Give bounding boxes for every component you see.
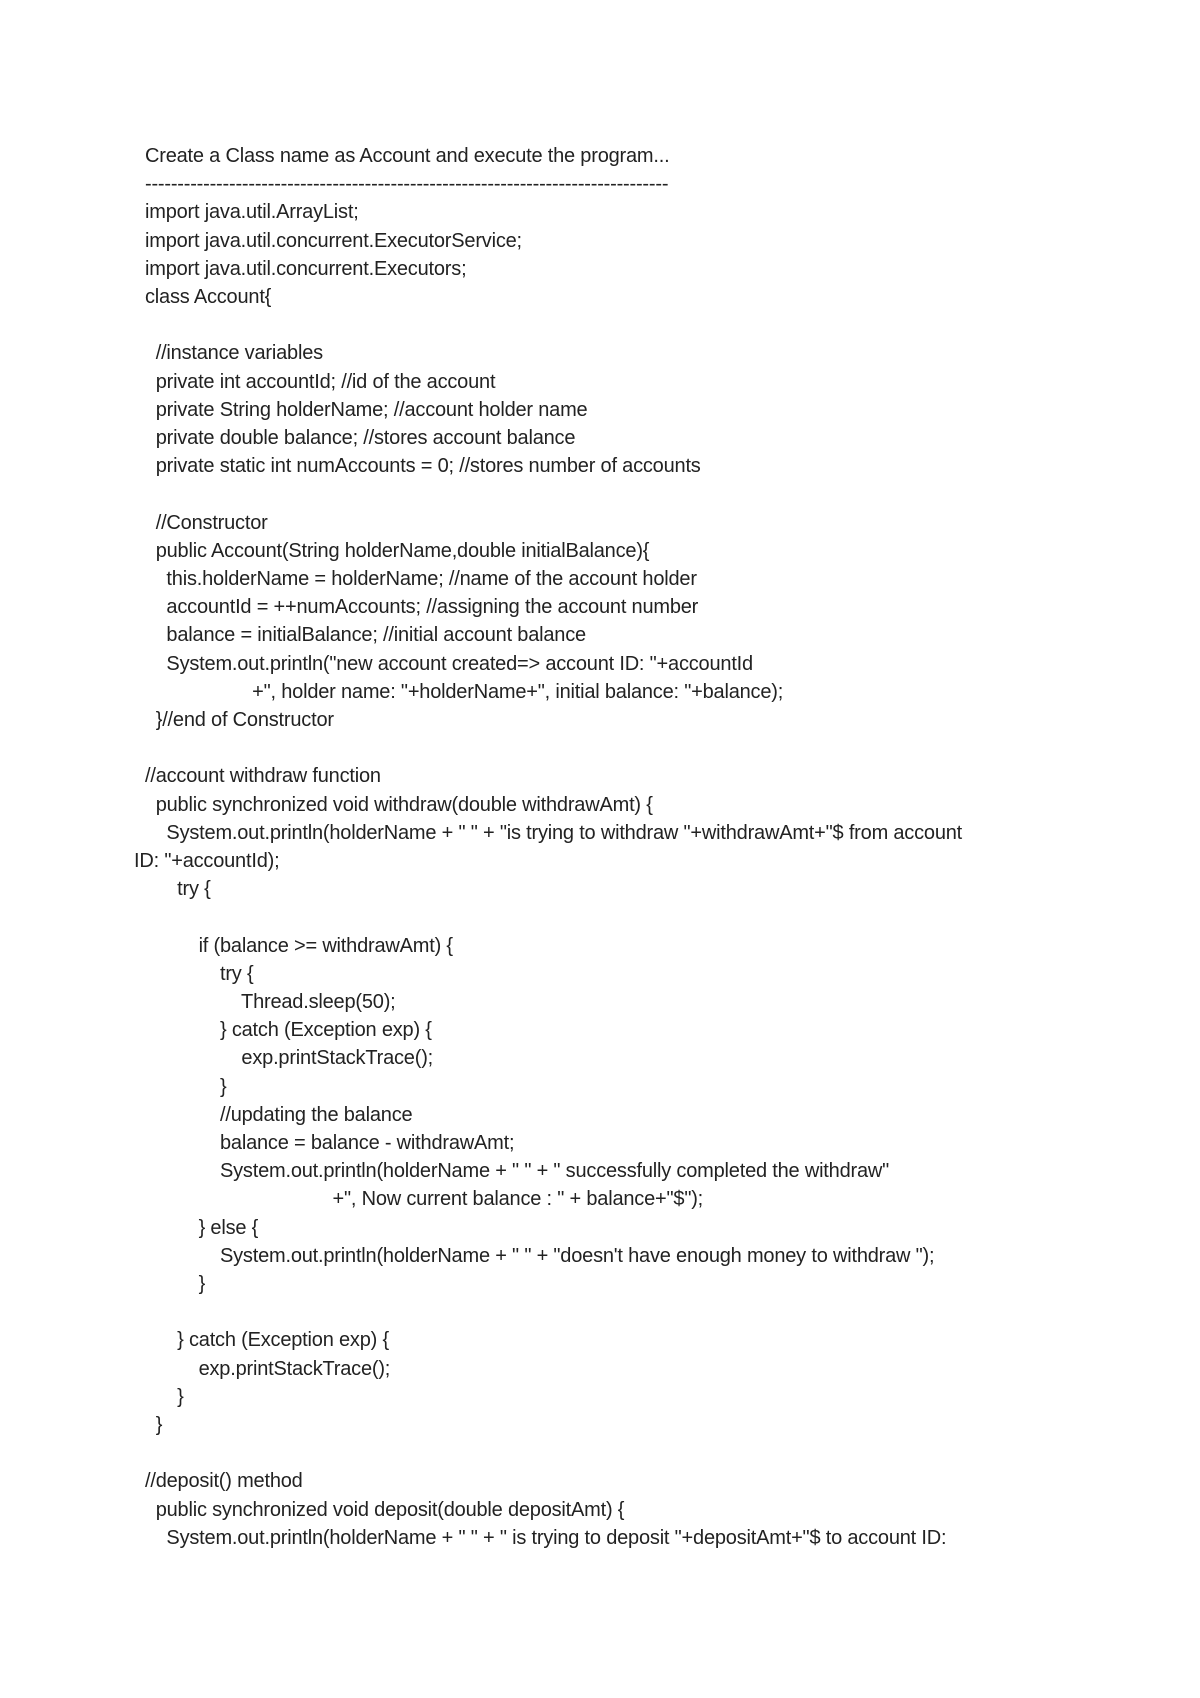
- code-line: private String holderName; //account holder name: [145, 398, 588, 421]
- code-line: }//end of Constructor: [145, 709, 334, 732]
- code-line: }: [145, 1273, 206, 1296]
- code-line: balance = initialBalance; //initial account balance: [145, 624, 586, 647]
- code-line: private static int numAccounts = 0; //stores number of accounts: [145, 455, 701, 478]
- code-line: private double balance; //stores account balance: [145, 427, 576, 450]
- blank-line: [145, 1298, 1155, 1326]
- code-line-wrapped: ID: "+accountId);: [134, 850, 280, 873]
- code-line: balance = balance - withdrawAmt;: [145, 1132, 515, 1155]
- code-line: exp.printStackTrace();: [145, 1357, 391, 1380]
- code-line: System.out.println(holderName + " " + "is trying to withdraw "+withdrawAmt+"$ from account: [145, 821, 963, 844]
- blank-line: [145, 480, 1155, 508]
- code-line: //account withdraw function: [145, 765, 381, 788]
- code-line: accountId = ++numAccounts; //assigning the account number: [145, 596, 699, 619]
- code-line: //Constructor: [145, 511, 268, 534]
- code-line: public Account(String holderName,double initialBalance){: [145, 539, 650, 562]
- code-line: //instance variables: [145, 342, 323, 365]
- code-line: System.out.println("new account created=> account ID: "+accountId: [145, 652, 753, 675]
- code-line: this.holderName = holderName; //name of the account holder: [145, 568, 697, 591]
- code-line: import java.util.concurrent.Executors;: [145, 257, 467, 280]
- code-line: System.out.println(holderName + " " + " is trying to deposit "+depositAmt+"$ to account ID:: [145, 1526, 947, 1549]
- code-line: import java.util.ArrayList;: [145, 201, 359, 224]
- code-line: try {: [145, 962, 254, 985]
- code-line: //updating the balance: [145, 1103, 413, 1126]
- code-line: } catch (Exception exp) {: [145, 1329, 389, 1352]
- code-line: }: [145, 1414, 163, 1437]
- code-line: //deposit() method: [145, 1470, 303, 1493]
- code-line: } else {: [145, 1216, 259, 1239]
- code-line: exp.printStackTrace();: [145, 1047, 434, 1070]
- code-line: +", holder name: "+holderName+", initial balance: "+balance);: [145, 680, 784, 703]
- code-line: System.out.println(holderName + " " + "doesn't have enough money to withdraw ");: [145, 1244, 935, 1267]
- code-line: import java.util.concurrent.ExecutorService;: [145, 229, 522, 252]
- code-line: public synchronized void withdraw(double withdrawAmt) {: [145, 793, 653, 816]
- code-line: if (balance >= withdrawAmt) {: [145, 934, 453, 957]
- heading-line: Create a Class name as Account and execute the program...: [145, 145, 670, 167]
- code-line: Thread.sleep(50);: [145, 991, 396, 1014]
- blank-line: [145, 734, 1155, 762]
- blank-line: [145, 1439, 1155, 1467]
- code-line: }: [145, 1385, 184, 1408]
- separator-line: ---------------------------------------------------------------------------------: [145, 173, 669, 196]
- blank-line: [145, 311, 1155, 339]
- blank-line: [145, 903, 1155, 931]
- code-line: public synchronized void deposit(double depositAmt) {: [145, 1498, 625, 1521]
- code-line: System.out.println(holderName + " " + " successfully completed the withdraw": [145, 1160, 890, 1183]
- code-line: +", Now current balance : " + balance+"$");: [145, 1188, 704, 1211]
- code-line: private int accountId; //id of the account: [145, 370, 496, 393]
- code-text-block: [134, 142, 1155, 1552]
- code-line: class Account{: [145, 286, 272, 309]
- code-line: } catch (Exception exp) {: [145, 1019, 432, 1042]
- code-line: }: [145, 1075, 227, 1098]
- code-line: try {: [145, 878, 211, 901]
